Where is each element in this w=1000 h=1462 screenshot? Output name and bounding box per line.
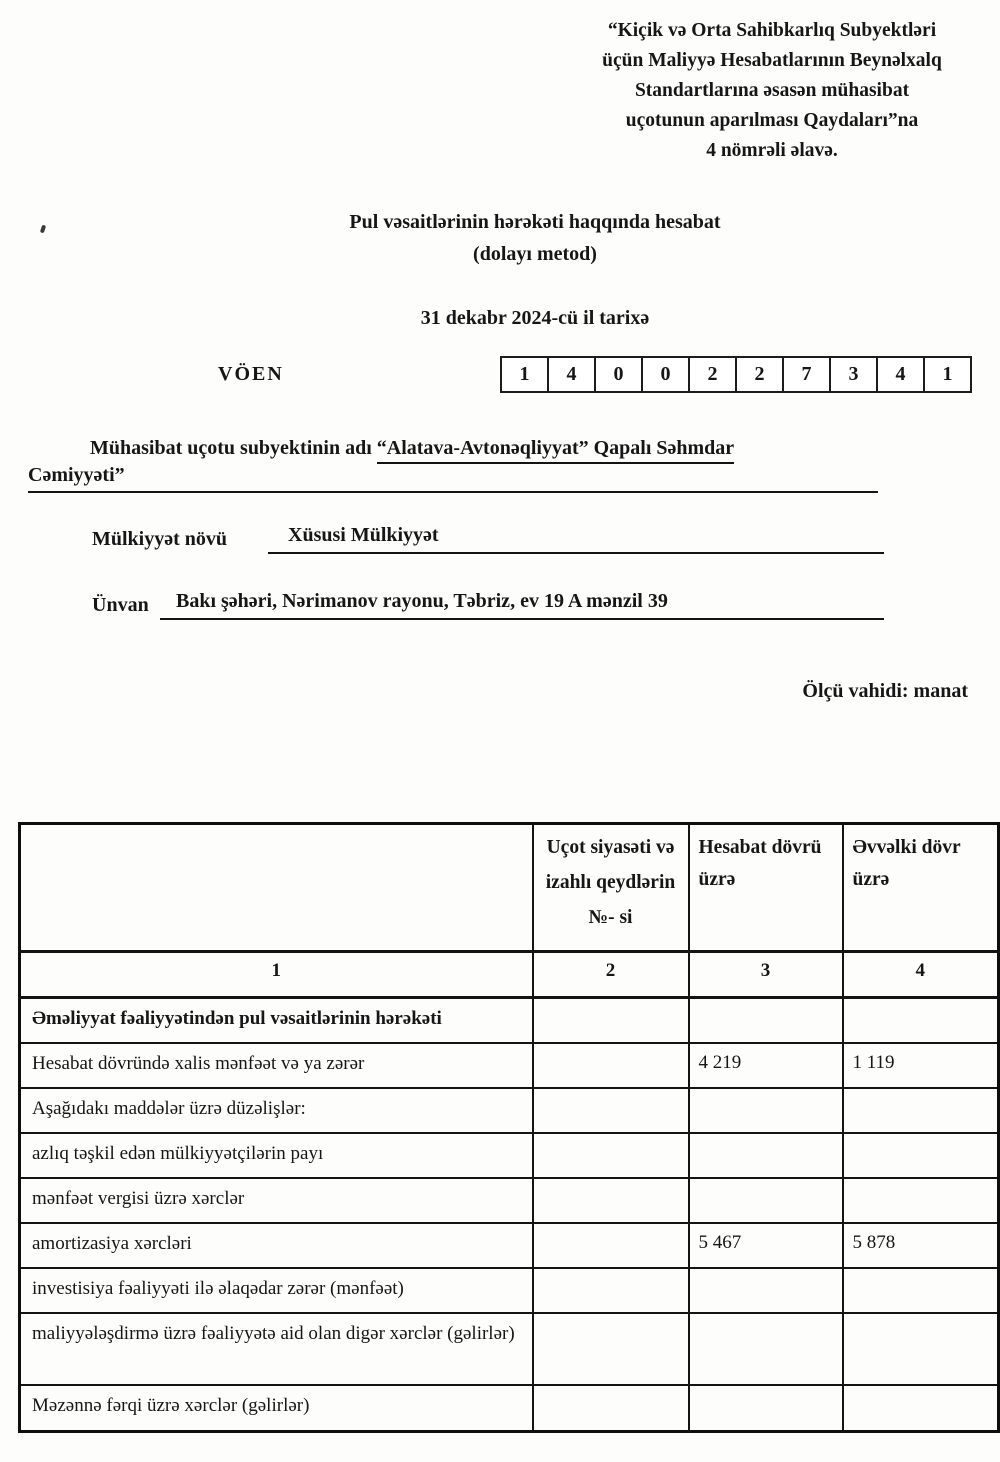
report-title: Pul vəsaitlərinin hərəkəti haqqında hesabat: [349, 211, 721, 233]
address-value: Bakı şəhəri, Nərimanov rayonu, Təbriz, ev 19 A mənzil 39: [160, 590, 884, 620]
voen-label: VÖEN: [218, 363, 284, 385]
row-label: Əməliyyat fəaliyyətindən pul vəsaitlərinin hərəkəti: [20, 998, 533, 1043]
ownership-type-value: Xüsusi Mülkiyyət: [268, 524, 884, 554]
row-previous-value: [843, 1313, 999, 1385]
scan-speck: [40, 225, 46, 234]
voen-digit-box: 0: [594, 356, 643, 393]
voen-digit-box: 4: [876, 356, 925, 393]
table-row: [20, 1268, 999, 1313]
column-number: 2: [533, 952, 689, 998]
subject-name-value: “Alatava-Avtonəqliyyat” Qapalı Səhmdar: [377, 437, 734, 464]
table-row: [20, 1313, 999, 1385]
header-current-period-cell: Hesabat dövrü üzrə: [689, 824, 843, 952]
row-note-cell: [533, 1313, 689, 1385]
row-label: investisiya fəaliyyəti ilə əlaqədar zərər (mənfəət): [20, 1268, 533, 1313]
subject-name-label: Mühasibat uçotu subyektinin adı: [90, 437, 372, 459]
table-row: [20, 1043, 999, 1088]
row-label: amortizasiya xərcləri: [20, 1223, 533, 1268]
row-current-value: [689, 1385, 843, 1432]
table-row: [20, 1178, 999, 1223]
subject-name-value-continued: Cəmiyyəti”: [28, 464, 878, 493]
voen-digit-box: 2: [688, 356, 737, 393]
voen-digit-box: 0: [641, 356, 690, 393]
cashflow-table: [18, 822, 1000, 1433]
column-number: 3: [689, 952, 843, 998]
table-row: [20, 1133, 999, 1178]
row-previous-value: [843, 1133, 999, 1178]
voen-digit-box: 3: [829, 356, 878, 393]
row-previous-value: [843, 1178, 999, 1223]
row-previous-value: 5 878: [843, 1223, 999, 1268]
row-label: Məzənnə fərqi üzrə xərclər (gəlirlər): [20, 1385, 533, 1432]
row-previous-value: [843, 1385, 999, 1432]
row-label: Aşağıdakı maddələr üzrə düzəlişlər:: [20, 1088, 533, 1133]
report-date: 31 dekabr 2024-cü il tarixə: [420, 307, 650, 329]
row-note-cell: [533, 1268, 689, 1313]
column-number: 1: [20, 952, 533, 998]
voen-digit-box: 2: [735, 356, 784, 393]
row-previous-value: [843, 998, 999, 1043]
voen-digit-box: 1: [923, 356, 972, 393]
row-current-value: [689, 1313, 843, 1385]
title-block: [70, 206, 1000, 334]
appendix-note: [553, 16, 991, 166]
table-row: [20, 1385, 999, 1432]
appendix-note-line: uçotunun aparılması Qaydaları”na: [625, 110, 919, 131]
appendix-note-line: 4 nömrəli əlavə.: [706, 140, 838, 161]
row-current-value: [689, 1268, 843, 1313]
row-note-cell: [533, 1088, 689, 1133]
subject-name-line: [90, 437, 734, 460]
appendix-note-line: “Kiçik və Orta Sahibkarlıq Subyektləri: [607, 20, 937, 41]
row-previous-value: 1 119: [843, 1043, 999, 1088]
ownership-type-label: Mülkiyyət növü: [92, 528, 228, 550]
row-current-value: [689, 998, 843, 1043]
address-label: Ünvan: [92, 594, 149, 616]
header-description-cell: [20, 824, 533, 952]
table-header-row: [20, 824, 999, 952]
row-note-cell: [533, 1385, 689, 1432]
appendix-note-line: üçün Maliyyə Hesabatlarının Beynəlxalq: [602, 50, 942, 71]
row-current-value: 5 467: [689, 1223, 843, 1268]
row-current-value: [689, 1178, 843, 1223]
header-previous-period-cell: Əvvəlki dövr üzrə: [843, 824, 999, 952]
row-previous-value: [843, 1268, 999, 1313]
row-label: mənfəət vergisi üzrə xərclər: [20, 1178, 533, 1223]
voen-digit-box: 1: [500, 356, 549, 393]
row-label: Hesabat dövründə xalis mənfəət və ya zərər: [20, 1043, 533, 1088]
voen-digit-box: 4: [547, 356, 596, 393]
header-notes-cell: Uçot siyasəti və izahlı qeydlərin №- si: [533, 824, 689, 952]
row-note-cell: [533, 1133, 689, 1178]
report-subtitle: (dolayı metod): [473, 243, 597, 265]
column-number: 4: [843, 952, 999, 998]
measurement-unit-note: Ölçü vahidi: manat: [802, 680, 968, 702]
voen-digit-boxes: [500, 356, 972, 393]
row-label: maliyyələşdirmə üzrə fəaliyyətə aid olan digər xərclər (gəlirlər): [20, 1313, 533, 1385]
appendix-note-line: Standartlarına əsasən mühasibat: [634, 80, 910, 101]
voen-digit-box: 7: [782, 356, 831, 393]
row-current-value: [689, 1088, 843, 1133]
row-previous-value: [843, 1088, 999, 1133]
row-note-cell: [533, 1043, 689, 1088]
row-current-value: [689, 1133, 843, 1178]
column-number-row: [20, 952, 999, 998]
table-row: [20, 1088, 999, 1133]
row-note-cell: [533, 998, 689, 1043]
table-row: [20, 998, 999, 1043]
row-note-cell: [533, 1178, 689, 1223]
table-row: [20, 1223, 999, 1268]
row-note-cell: [533, 1223, 689, 1268]
row-current-value: 4 219: [689, 1043, 843, 1088]
row-label: azlıq təşkil edən mülkiyyətçilərin payı: [20, 1133, 533, 1178]
